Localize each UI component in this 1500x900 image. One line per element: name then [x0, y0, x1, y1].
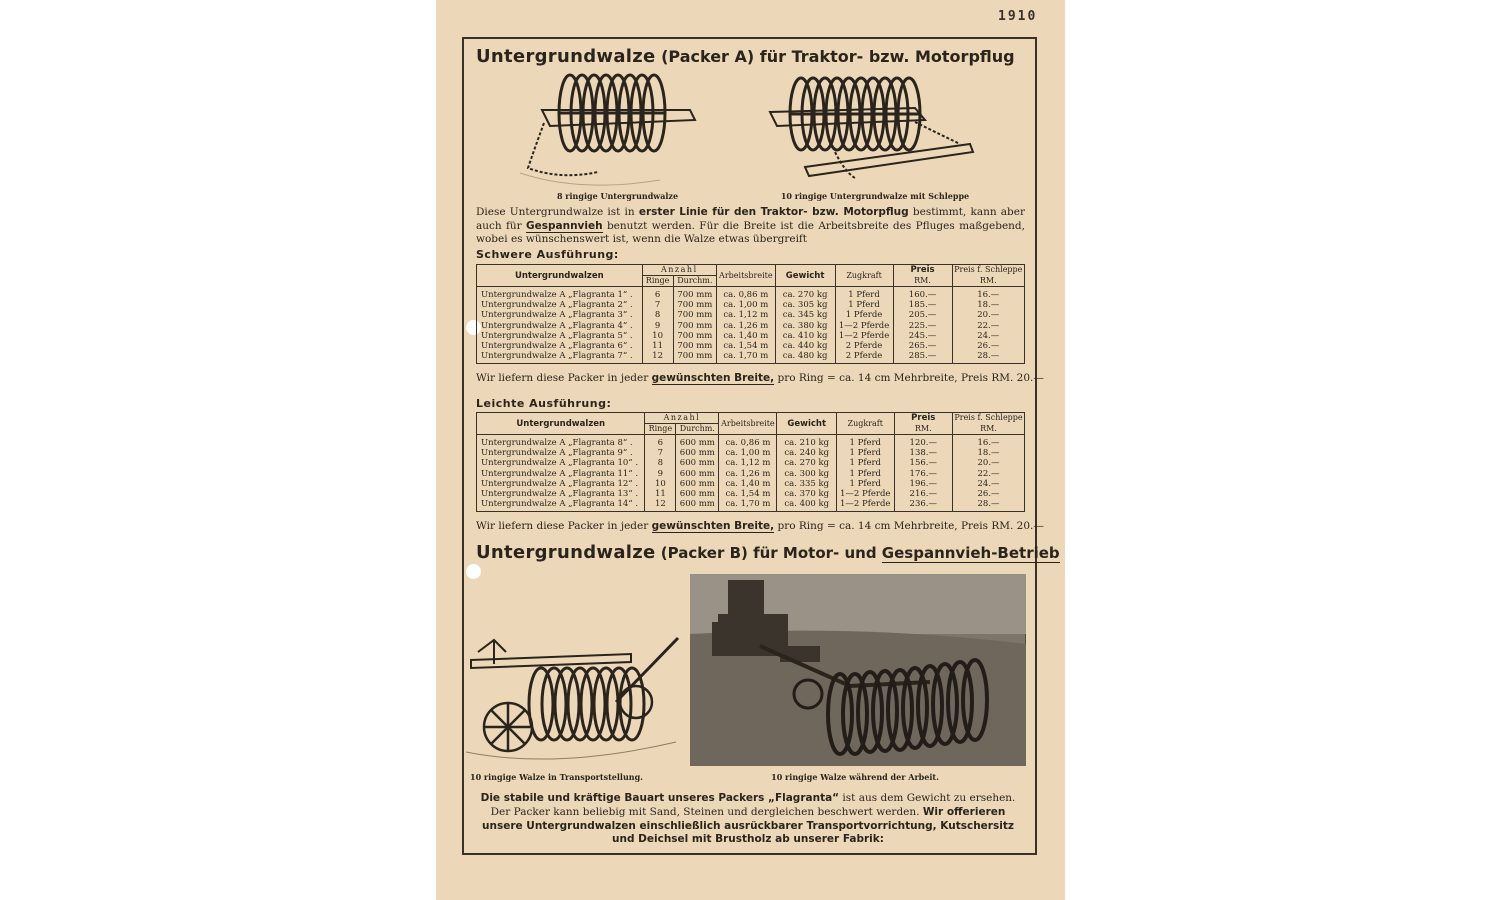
table-cell: ca. 335 kg: [777, 479, 837, 489]
table-cell: 600 mm: [676, 479, 719, 489]
col-preis-unit: RM.: [893, 276, 952, 287]
table-cell: 700 mm: [673, 351, 716, 364]
table-row: [477, 300, 1025, 310]
table-cell: ca. 1,12 m: [717, 310, 776, 320]
table-cell: ca. 300 kg: [777, 469, 837, 479]
table-cell: 225.—: [893, 321, 952, 331]
table-cell: 236.—: [894, 499, 953, 512]
table-cell: 176.—: [894, 469, 953, 479]
heavy-note: Wir liefern diese Packer in jeder gewünschten Breite, pro Ring = ca. 14 cm Mehrbreite, Preis RM. 20.—: [476, 372, 1044, 384]
closing-paragraph: Die stabile und kräftige Bauart unseres Packers „Flagranta“ ist aus dem Gewicht zu ersehen. Der Packer kann beliebig mit Sand, Steinen und dergleichen beschwert werden. Wir offerieren unsere Untergrundwalzen einschließlich ausrückbarer Transportvorrichtung, Kutschersitz und Deichsel mit Brustholz ab unserer Fabrik:: [480, 792, 1016, 846]
caption-10-ring: 10 ringige Untergrundwalze mit Schleppe: [780, 191, 970, 201]
col-name: Untergrundwalzen: [477, 265, 643, 287]
table-cell: 1—2 Pferde: [837, 499, 895, 512]
table-cell: 8: [642, 310, 673, 320]
roller-illustration-10-ring: [765, 72, 975, 190]
col-gewicht: Gewicht: [775, 265, 835, 287]
table-row: [477, 489, 1025, 499]
section-light-title: Leichte Ausführung:: [476, 397, 612, 410]
table-cell: 285.—: [893, 351, 952, 364]
table-cell: 1—2 Pferde: [835, 321, 893, 331]
table-cell: 11: [642, 341, 673, 351]
table-cell: 2 Pferde: [835, 351, 893, 364]
table-cell: ca. 1,54 m: [719, 489, 777, 499]
table-cell: 700 mm: [673, 341, 716, 351]
table-cell: 18.—: [952, 300, 1024, 310]
table-heavy: [476, 264, 1025, 364]
table-cell: 160.—: [893, 287, 952, 301]
page-number: 1910: [998, 9, 1038, 24]
table-cell: 6: [645, 435, 676, 449]
caption-8-ring: 8 ringige Untergrundwalze: [556, 191, 679, 201]
table-cell: ca. 410 kg: [775, 331, 835, 341]
table-row: [477, 331, 1025, 341]
col-durchm: Durchm.: [673, 276, 716, 287]
table-row: [477, 499, 1025, 512]
table-cell: Untergrundwalze A „Flagranta 14“ .: [477, 499, 645, 512]
table-cell: 600 mm: [676, 499, 719, 512]
table-cell: 1 Pferd: [837, 469, 895, 479]
table-cell: ca. 1,54 m: [717, 341, 776, 351]
table-cell: Untergrundwalze A „Flagranta 12“ .: [477, 479, 645, 489]
table-row: [477, 287, 1025, 301]
table-row: [477, 458, 1025, 468]
table-cell: 22.—: [952, 321, 1024, 331]
table-cell: ca. 1,00 m: [719, 448, 777, 458]
col-preis: Preis: [893, 265, 952, 276]
table-cell: 1 Pferd: [835, 287, 893, 301]
col-preis-unit: RM.: [894, 424, 953, 435]
table-cell: Untergrundwalze A „Flagranta 5“ .: [477, 331, 643, 341]
table-cell: ca. 305 kg: [775, 300, 835, 310]
table-cell: ca. 440 kg: [775, 341, 835, 351]
table-cell: ca. 1,12 m: [719, 458, 777, 468]
table-cell: Untergrundwalze A „Flagranta 9“ .: [477, 448, 645, 458]
col-gewicht: Gewicht: [777, 413, 837, 435]
col-breite: Arbeitsbreite: [719, 413, 777, 435]
table-cell: 18.—: [953, 448, 1025, 458]
table-cell: 20.—: [953, 458, 1025, 468]
table-cell: 1 Pferd: [837, 458, 895, 468]
table-cell: 1 Pferd: [835, 300, 893, 310]
table-cell: Untergrundwalze A „Flagranta 7“ .: [477, 351, 643, 364]
table-cell: Untergrundwalze A „Flagranta 10“ .: [477, 458, 645, 468]
table-cell: 2 Pferde: [835, 341, 893, 351]
table-cell: Untergrundwalze A „Flagranta 2“ .: [477, 300, 643, 310]
table-cell: 700 mm: [673, 287, 716, 301]
table-cell: ca. 400 kg: [777, 499, 837, 512]
table-cell: 28.—: [953, 499, 1025, 512]
table-cell: 9: [642, 321, 673, 331]
table-cell: Untergrundwalze A „Flagranta 4“ .: [477, 321, 643, 331]
table-cell: 26.—: [953, 489, 1025, 499]
table-cell: ca. 380 kg: [775, 321, 835, 331]
table-cell: 22.—: [953, 469, 1025, 479]
table-cell: 11: [645, 489, 676, 499]
table-cell: 10: [642, 331, 673, 341]
table-cell: 216.—: [894, 489, 953, 499]
light-note: Wir liefern diese Packer in jeder gewünschten Breite, pro Ring = ca. 14 cm Mehrbreite, Preis RM. 20.—: [476, 520, 1044, 532]
table-cell: ca. 480 kg: [775, 351, 835, 364]
table-cell: 120.—: [894, 435, 953, 449]
table-cell: 600 mm: [676, 458, 719, 468]
table-row: [477, 351, 1025, 364]
table-cell: 700 mm: [673, 310, 716, 320]
col-preis: Preis: [894, 413, 953, 424]
table-cell: 1—2 Pferde: [837, 489, 895, 499]
table-row: [477, 469, 1025, 479]
table-cell: ca. 1,40 m: [719, 479, 777, 489]
col-schleppe: Preis f. Schleppe: [954, 413, 1023, 423]
table-cell: 156.—: [894, 458, 953, 468]
table-cell: Untergrundwalze A „Flagranta 13“ .: [477, 489, 645, 499]
table-cell: 245.—: [893, 331, 952, 341]
table-row: [477, 448, 1025, 458]
table-row: [477, 435, 1025, 449]
table-cell: 24.—: [953, 479, 1025, 489]
table-cell: ca. 370 kg: [777, 489, 837, 499]
section-heavy-title: Schwere Ausführung:: [476, 248, 619, 261]
table-cell: ca. 0,86 m: [717, 287, 776, 301]
table-cell: 138.—: [894, 448, 953, 458]
table-light: [476, 412, 1025, 512]
table-cell: 7: [645, 448, 676, 458]
table-cell: 185.—: [893, 300, 952, 310]
table-cell: Untergrundwalze A „Flagranta 8“ .: [477, 435, 645, 449]
col-anzahl: Anzahl: [645, 413, 719, 424]
col-breite: Arbeitsbreite: [717, 265, 776, 287]
table-cell: ca. 270 kg: [777, 458, 837, 468]
heading-packer-b: Untergrundwalze (Packer B) für Motor- und Gespannvieh-Betrieb: [476, 542, 1060, 563]
col-schleppe-unit: RM.: [952, 276, 1024, 287]
table-cell: 12: [642, 351, 673, 364]
table-cell: 1—2 Pferde: [835, 331, 893, 341]
col-zugkraft: Zugkraft: [835, 265, 893, 287]
col-name: Untergrundwalzen: [477, 413, 645, 435]
table-cell: Untergrundwalze A „Flagranta 11“ .: [477, 469, 645, 479]
table-cell: 1 Pferd: [837, 479, 895, 489]
table-cell: 24.—: [952, 331, 1024, 341]
table-cell: Untergrundwalze A „Flagranta 1“ .: [477, 287, 643, 301]
table-row: [477, 341, 1025, 351]
table-cell: 600 mm: [676, 489, 719, 499]
table-cell: 16.—: [953, 435, 1025, 449]
table-cell: 28.—: [952, 351, 1024, 364]
caption-transport: 10 ringige Walze in Transportstellung.: [470, 772, 643, 782]
table-cell: 600 mm: [676, 435, 719, 449]
table-cell: 600 mm: [676, 448, 719, 458]
table-cell: ca. 270 kg: [775, 287, 835, 301]
table-cell: 6: [642, 287, 673, 301]
table-cell: 26.—: [952, 341, 1024, 351]
col-anzahl: Anzahl: [642, 265, 716, 276]
table-cell: ca. 240 kg: [777, 448, 837, 458]
col-schleppe-unit: RM.: [953, 424, 1025, 435]
table-cell: 265.—: [893, 341, 952, 351]
table-cell: 16.—: [952, 287, 1024, 301]
table-cell: ca. 0,86 m: [719, 435, 777, 449]
col-durchm: Durchm.: [676, 424, 719, 435]
table-cell: Untergrundwalze A „Flagranta 3“ .: [477, 310, 643, 320]
table-cell: 1 Pferd: [837, 435, 895, 449]
roller-illustration-8-ring: [520, 68, 710, 190]
table-cell: 9: [645, 469, 676, 479]
table-cell: 10: [645, 479, 676, 489]
col-zugkraft: Zugkraft: [837, 413, 895, 435]
table-cell: ca. 1,40 m: [717, 331, 776, 341]
heading-packer-a: Untergrundwalze (Packer A) für Traktor- bzw. Motorpflug: [476, 46, 1015, 67]
intro-paragraph: Diese Untergrundwalze ist in erster Linie für den Traktor- bzw. Motorpflug bestimmt, kann aber auch für Gespannvieh benutzt werden. Für die Breite ist die Arbeitsbreite des Pfluges maßgebend, wobei es wünschenswert ist, wenn die Walze etwas übergreift: [476, 206, 1026, 245]
table-cell: 205.—: [893, 310, 952, 320]
table-cell: 1 Pferde: [835, 310, 893, 320]
table-cell: 7: [642, 300, 673, 310]
table-cell: Untergrundwalze A „Flagranta 6“ .: [477, 341, 643, 351]
table-cell: 700 mm: [673, 321, 716, 331]
table-cell: ca. 345 kg: [775, 310, 835, 320]
table-cell: ca. 1,00 m: [717, 300, 776, 310]
table-cell: 8: [645, 458, 676, 468]
table-row: [477, 479, 1025, 489]
table-cell: 700 mm: [673, 300, 716, 310]
table-row: [477, 321, 1025, 331]
table-cell: ca. 1,26 m: [717, 321, 776, 331]
col-schleppe: Preis f. Schleppe: [952, 265, 1024, 276]
table-cell: 700 mm: [673, 331, 716, 341]
table-row: [477, 310, 1025, 320]
table-cell: ca. 210 kg: [777, 435, 837, 449]
table-cell: 196.—: [894, 479, 953, 489]
roller-working-photo: [690, 574, 1026, 766]
table-cell: 1 Pferd: [837, 448, 895, 458]
roller-transport-illustration: [466, 632, 681, 770]
table-cell: 20.—: [952, 310, 1024, 320]
table-cell: ca. 1,26 m: [719, 469, 777, 479]
col-ringe: Ringe: [642, 276, 673, 287]
table-cell: 12: [645, 499, 676, 512]
caption-working: 10 ringige Walze während der Arbeit.: [771, 772, 939, 782]
table-cell: 600 mm: [676, 469, 719, 479]
table-cell: ca. 1,70 m: [719, 499, 777, 512]
table-cell: ca. 1,70 m: [717, 351, 776, 364]
col-ringe: Ringe: [645, 424, 676, 435]
